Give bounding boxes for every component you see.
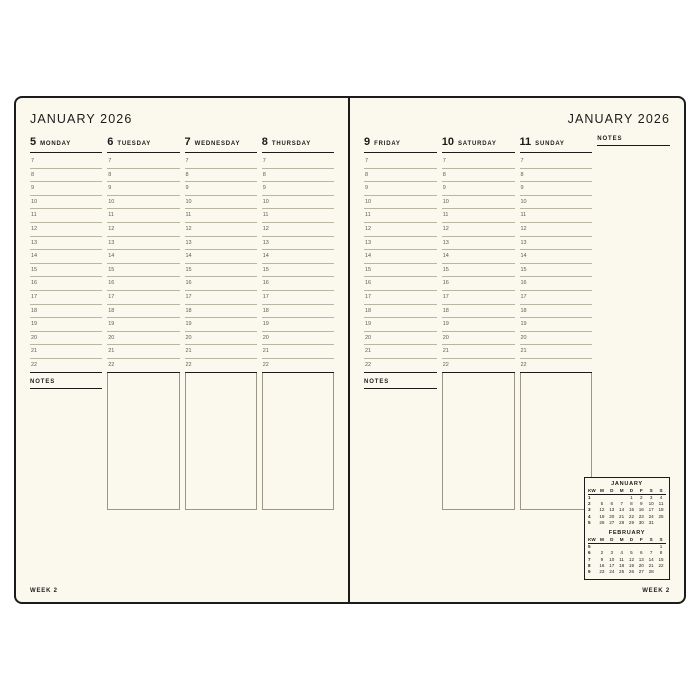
hour-slot[interactable]: 8	[364, 169, 437, 183]
mc-day[interactable]: 18	[619, 562, 625, 568]
hour-slot[interactable]: 9	[262, 182, 334, 196]
mc-day[interactable]: 17	[609, 562, 615, 568]
hour-slot[interactable]: 9	[442, 182, 515, 196]
hour-slot[interactable]: 16	[107, 277, 179, 291]
mc-day[interactable]	[617, 494, 627, 501]
mc-week-number: 4	[588, 513, 591, 519]
hour-slot[interactable]: 20	[262, 332, 334, 346]
day-column-monday[interactable]	[30, 136, 102, 525]
mini-calendar-table	[588, 537, 666, 575]
mc-day[interactable]: 14	[648, 556, 654, 562]
day-header	[364, 136, 437, 153]
mc-week-number: 5	[588, 519, 591, 525]
hour-slot[interactable]: 14	[262, 250, 334, 264]
mini-calendar-header-row	[588, 488, 666, 495]
day-column-tuesday[interactable]	[107, 136, 179, 525]
hour-slot[interactable]: 13	[364, 237, 437, 251]
mc-day[interactable]: 24	[648, 513, 654, 519]
hour-slot[interactable]: 15	[442, 264, 515, 278]
mc-day[interactable]: 9	[600, 556, 604, 562]
mc-day[interactable]: 6	[610, 501, 614, 507]
notes-area[interactable]	[364, 389, 437, 525]
mc-head-kw: KW	[588, 536, 596, 542]
hour-slot[interactable]: 19	[107, 318, 179, 332]
day-header	[442, 136, 515, 153]
mc-day[interactable]: 13	[638, 556, 644, 562]
mc-day[interactable]: 23	[638, 513, 644, 519]
mc-head-fri: F	[636, 488, 646, 495]
hour-slot[interactable]: 19	[185, 318, 257, 332]
hour-slot[interactable]: 22	[185, 359, 257, 373]
mc-day[interactable]: 10	[609, 556, 615, 562]
mc-day[interactable]: 1	[659, 544, 663, 550]
mc-day[interactable]	[597, 494, 607, 501]
mc-day[interactable]: 9	[640, 501, 643, 507]
mc-head-sat: S	[646, 488, 656, 495]
day-column-thursday[interactable]	[262, 136, 334, 525]
hour-slot[interactable]: 13	[107, 237, 179, 251]
hour-slot[interactable]: 21	[107, 345, 179, 359]
hour-slot[interactable]: 8	[262, 169, 334, 183]
hour-slot[interactable]: 18	[442, 305, 515, 319]
hour-slots[interactable]	[107, 155, 179, 373]
day-number: 6	[107, 136, 114, 148]
hour-slot[interactable]: 20	[107, 332, 179, 346]
hour-slot[interactable]: 20	[442, 332, 515, 346]
mc-day[interactable]	[607, 544, 617, 551]
mc-head-wed: M	[617, 488, 627, 495]
hour-slot[interactable]: 20	[520, 332, 593, 346]
mc-head-fri: F	[636, 537, 646, 544]
mc-day[interactable]: 31	[648, 519, 654, 525]
mc-day[interactable]: 20	[609, 513, 615, 519]
notes-label: NOTES	[364, 379, 437, 389]
hour-slot[interactable]: 13	[262, 237, 334, 251]
mc-day[interactable]: 7	[649, 550, 653, 556]
hour-slot[interactable]: 15	[30, 264, 102, 278]
hour-slot[interactable]: 10	[185, 196, 257, 210]
mc-day[interactable]	[656, 569, 666, 575]
hour-slot[interactable]: 20	[30, 332, 102, 346]
hour-slot[interactable]: 7	[520, 155, 593, 169]
hour-slot[interactable]: 21	[520, 345, 593, 359]
hour-slot[interactable]: 8	[442, 169, 515, 183]
mc-day[interactable]: 14	[619, 507, 625, 513]
hour-slot[interactable]: 7	[107, 155, 179, 169]
mc-week-number: 8	[588, 562, 591, 568]
hour-slot[interactable]: 21	[185, 345, 257, 359]
notes-area[interactable]	[107, 373, 179, 510]
hour-slot[interactable]: 18	[30, 305, 102, 319]
mc-day[interactable]: 4	[659, 495, 663, 501]
mc-week-number: 2	[588, 501, 591, 507]
hour-slot[interactable]: 20	[364, 332, 437, 346]
hour-slot[interactable]: 11	[107, 209, 179, 223]
hour-slot[interactable]: 14	[30, 250, 102, 264]
hour-slot[interactable]: 10	[30, 196, 102, 210]
mc-week-number: 9	[588, 568, 591, 574]
notes-area[interactable]	[30, 389, 102, 525]
hour-slot[interactable]: 22	[262, 359, 334, 373]
mc-head-mon: M	[597, 537, 607, 544]
planner-spread	[14, 96, 686, 604]
mc-week-number: 7	[588, 556, 591, 562]
mc-day[interactable]: 15	[628, 507, 635, 513]
mc-head-tue: D	[607, 488, 617, 495]
hour-slot[interactable]: 8	[185, 169, 257, 183]
page-title: JANUARY 2026	[567, 112, 670, 126]
hour-slot[interactable]: 16	[364, 277, 437, 291]
mc-day[interactable]	[597, 544, 607, 551]
hour-slot[interactable]: 8	[107, 169, 179, 183]
mc-day[interactable]: 5	[600, 501, 604, 507]
hour-slot[interactable]: 17	[442, 291, 515, 305]
hour-slot[interactable]: 21	[442, 345, 515, 359]
hour-slot[interactable]: 10	[107, 196, 179, 210]
hour-slot[interactable]: 18	[262, 305, 334, 319]
hour-slot[interactable]: 19	[520, 318, 593, 332]
week-footer: WEEK 2	[30, 588, 58, 594]
hour-slot[interactable]: 18	[107, 305, 179, 319]
hour-slot[interactable]: 22	[30, 359, 102, 373]
hour-slot[interactable]: 17	[364, 291, 437, 305]
day-column-saturday[interactable]	[442, 136, 515, 525]
mc-head-kw: KW	[588, 487, 596, 493]
mc-day[interactable]: 2	[640, 495, 643, 501]
day-column-sunday[interactable]	[520, 136, 593, 525]
side-notes-label: NOTES	[597, 136, 670, 146]
mc-head-tue: D	[607, 537, 617, 544]
hour-slot[interactable]: 13	[185, 237, 257, 251]
hour-slot[interactable]: 8	[30, 169, 102, 183]
hour-slot[interactable]: 15	[185, 264, 257, 278]
notes-area[interactable]	[262, 373, 334, 510]
mc-day[interactable]: 12	[599, 507, 605, 513]
hour-slot[interactable]: 19	[30, 318, 102, 332]
hour-slot[interactable]: 10	[262, 196, 334, 210]
mc-day[interactable]: 19	[628, 562, 635, 568]
hour-slots[interactable]	[30, 155, 102, 373]
day-header	[107, 136, 179, 153]
hour-slot[interactable]: 13	[442, 237, 515, 251]
mc-day[interactable]: 12	[628, 556, 635, 562]
hour-slot[interactable]: 11	[185, 209, 257, 223]
mini-calendar-february[interactable]	[588, 530, 666, 575]
mc-day[interactable]: 27	[609, 519, 615, 525]
day-header	[185, 136, 257, 153]
hour-slot[interactable]: 9	[185, 182, 257, 196]
mc-head-sat: S	[646, 537, 656, 544]
hour-slot[interactable]: 15	[107, 264, 179, 278]
mc-day[interactable]: 26	[599, 519, 605, 525]
day-name: THURSDAY	[271, 141, 312, 147]
day-name: MONDAY	[40, 141, 72, 147]
hour-slot[interactable]: 10	[442, 196, 515, 210]
mini-calendar-title: JANUARY	[611, 480, 643, 487]
mc-day[interactable]: 18	[658, 507, 664, 513]
mc-day[interactable]: 10	[648, 501, 654, 507]
day-number: 5	[30, 136, 37, 148]
mini-calendar-week-row	[588, 494, 666, 501]
mc-day[interactable]: 11	[658, 501, 664, 507]
hour-slot[interactable]: 18	[185, 305, 257, 319]
mc-day[interactable]	[617, 544, 627, 551]
mc-day[interactable]: 15	[658, 556, 664, 562]
day-column-friday[interactable]	[364, 136, 437, 525]
mc-week-number: 3	[588, 507, 591, 513]
notes-area[interactable]	[520, 373, 593, 510]
mini-calendars	[584, 477, 670, 580]
mini-calendar-week-row	[588, 569, 666, 575]
hour-slot[interactable]: 16	[262, 277, 334, 291]
mc-day[interactable]: 27	[638, 568, 644, 574]
mc-day[interactable]: 28	[648, 568, 654, 574]
day-name: TUESDAY	[117, 141, 152, 147]
hour-slot[interactable]: 7	[262, 155, 334, 169]
hour-slot[interactable]: 12	[520, 223, 593, 237]
mc-head-thu: D	[627, 488, 637, 495]
mc-day[interactable]: 7	[620, 501, 623, 507]
hour-slot[interactable]: 20	[185, 332, 257, 346]
hour-slots[interactable]	[364, 155, 437, 373]
day-number: 8	[261, 136, 268, 148]
hour-slot[interactable]: 16	[185, 277, 257, 291]
mc-day[interactable]: 26	[628, 568, 635, 574]
hour-slot[interactable]: 12	[185, 223, 257, 237]
hour-slot[interactable]: 16	[442, 277, 515, 291]
hour-slots[interactable]	[520, 155, 593, 373]
mc-head-mon: M	[597, 488, 607, 495]
hour-slot[interactable]: 12	[30, 223, 102, 237]
day-header	[520, 136, 593, 153]
day-name: SUNDAY	[535, 141, 565, 147]
day-header	[262, 136, 334, 153]
hour-slot[interactable]: 11	[30, 209, 102, 223]
mc-head-sun: S	[656, 488, 666, 495]
hour-slot[interactable]: 12	[107, 223, 179, 237]
mc-day[interactable]: 16	[638, 507, 644, 513]
hour-slot[interactable]: 11	[364, 209, 437, 223]
hour-slot[interactable]: 18	[520, 305, 593, 319]
notes-area[interactable]	[442, 373, 515, 510]
hour-slot[interactable]: 21	[364, 345, 437, 359]
mc-day[interactable]: 24	[609, 568, 615, 574]
planner-right-page	[350, 98, 684, 602]
mc-day[interactable]: 16	[599, 562, 605, 568]
hour-slot[interactable]: 17	[262, 291, 334, 305]
mc-day[interactable]: 21	[648, 562, 654, 568]
mc-day[interactable]: 5	[630, 550, 633, 556]
day-name: FRIDAY	[374, 141, 401, 147]
mc-day[interactable]: 25	[658, 513, 664, 519]
mini-calendar-week-row	[588, 520, 666, 526]
hour-slot[interactable]: 10	[364, 196, 437, 210]
notes-area[interactable]	[185, 373, 257, 510]
right-day-columns	[364, 136, 670, 525]
hour-slot[interactable]: 15	[364, 264, 437, 278]
mini-calendar-table	[588, 488, 666, 526]
hour-slots[interactable]	[442, 155, 515, 373]
hour-slot[interactable]: 11	[520, 209, 593, 223]
mc-week-number: 1	[588, 495, 591, 501]
hour-slot[interactable]: 18	[364, 305, 437, 319]
day-column-wednesday[interactable]	[185, 136, 257, 525]
hour-slots[interactable]	[262, 155, 334, 373]
hour-slot[interactable]: 17	[30, 291, 102, 305]
hour-slot[interactable]: 12	[364, 223, 437, 237]
mc-day[interactable]: 20	[638, 562, 644, 568]
left-day-columns	[30, 136, 334, 525]
mc-day[interactable]: 28	[619, 519, 625, 525]
day-number: 11	[519, 136, 532, 148]
hour-slot[interactable]: 16	[520, 277, 593, 291]
side-notes-column[interactable]	[597, 136, 670, 525]
mc-day[interactable]: 4	[620, 550, 623, 556]
mc-week-number: 5	[588, 544, 591, 550]
hour-slot[interactable]: 17	[185, 291, 257, 305]
mini-calendar-january[interactable]	[588, 481, 666, 526]
day-number: 10	[441, 136, 454, 148]
mc-day[interactable]	[646, 544, 656, 551]
mc-day[interactable]	[636, 544, 646, 551]
mc-week-number: 6	[588, 550, 591, 556]
notes-label: NOTES	[30, 379, 102, 389]
hour-slot[interactable]: 7	[185, 155, 257, 169]
mc-day[interactable]: 13	[609, 507, 615, 513]
mc-day[interactable]: 22	[628, 513, 635, 519]
hour-slot[interactable]: 9	[520, 182, 593, 196]
hour-slot[interactable]: 7	[442, 155, 515, 169]
mc-day[interactable]: 25	[619, 568, 625, 574]
hour-slot[interactable]: 22	[364, 359, 437, 373]
day-header	[30, 136, 102, 153]
hour-slot[interactable]: 13	[520, 237, 593, 251]
day-number: 7	[184, 136, 191, 148]
mini-calendar-header-row	[588, 537, 666, 544]
day-number: 9	[364, 136, 371, 148]
mc-day[interactable]: 29	[628, 519, 635, 525]
mc-day[interactable]: 6	[640, 550, 643, 556]
hour-slot[interactable]: 7	[364, 155, 437, 169]
hour-slot[interactable]: 8	[520, 169, 593, 183]
mc-day[interactable]: 11	[619, 556, 624, 562]
hour-slot[interactable]: 15	[262, 264, 334, 278]
hour-slot[interactable]: 11	[442, 209, 515, 223]
mc-day[interactable]: 8	[659, 550, 663, 556]
mc-head-sun: S	[656, 537, 666, 544]
week-footer: WEEK 2	[642, 588, 670, 594]
hour-slot[interactable]: 17	[107, 291, 179, 305]
hour-slot[interactable]: 10	[520, 196, 593, 210]
day-name: SATURDAY	[458, 141, 497, 147]
mc-day[interactable]: 19	[599, 513, 605, 519]
mc-day[interactable]: 8	[630, 501, 633, 507]
mc-day[interactable]: 17	[648, 507, 654, 513]
side-notes-area[interactable]	[597, 146, 670, 414]
hour-slot[interactable]: 15	[520, 264, 593, 278]
mc-day[interactable]: 21	[619, 513, 625, 519]
hour-slot[interactable]: 19	[262, 318, 334, 332]
hour-slot[interactable]: 21	[30, 345, 102, 359]
hour-slot[interactable]: 14	[185, 250, 257, 264]
hour-slot[interactable]: 12	[442, 223, 515, 237]
mini-calendar-title: FEBRUARY	[608, 529, 646, 536]
hour-slot[interactable]: 22	[107, 359, 179, 373]
mc-head-wed: M	[617, 537, 627, 544]
day-name: WEDNESDAY	[194, 141, 241, 147]
hour-slot[interactable]: 11	[262, 209, 334, 223]
hour-slot[interactable]: 19	[364, 318, 437, 332]
hour-slot[interactable]: 17	[520, 291, 593, 305]
hour-slot[interactable]: 9	[364, 182, 437, 196]
mc-day[interactable]: 23	[599, 568, 605, 574]
mini-calendar-week-row	[588, 544, 666, 551]
hour-slot[interactable]: 21	[262, 345, 334, 359]
page-title: JANUARY 2026	[30, 112, 133, 126]
planner-left-page	[16, 98, 350, 602]
hour-slot[interactable]: 22	[442, 359, 515, 373]
hour-slot[interactable]: 14	[364, 250, 437, 264]
mc-day[interactable]: 3	[649, 495, 653, 501]
hour-slots[interactable]	[185, 155, 257, 373]
mc-day[interactable]	[656, 520, 666, 526]
hour-slot[interactable]: 9	[107, 182, 179, 196]
hour-slot[interactable]: 13	[30, 237, 102, 251]
hour-slot[interactable]: 14	[107, 250, 179, 264]
mc-day[interactable]	[627, 544, 637, 551]
hour-slot[interactable]: 22	[520, 359, 593, 373]
mc-day[interactable]	[607, 494, 617, 501]
mc-day[interactable]: 2	[600, 550, 604, 556]
hour-slot[interactable]: 14	[442, 250, 515, 264]
mc-day[interactable]: 3	[610, 550, 614, 556]
mc-head-thu: D	[627, 537, 637, 544]
mc-day[interactable]: 22	[658, 562, 664, 568]
hour-slot[interactable]: 12	[262, 223, 334, 237]
hour-slot[interactable]: 9	[30, 182, 102, 196]
hour-slot[interactable]: 19	[442, 318, 515, 332]
mc-day[interactable]: 1	[630, 495, 633, 501]
hour-slot[interactable]: 16	[30, 277, 102, 291]
hour-slot[interactable]: 14	[520, 250, 593, 264]
hour-slot[interactable]: 7	[30, 155, 102, 169]
mc-day[interactable]: 30	[638, 519, 644, 525]
